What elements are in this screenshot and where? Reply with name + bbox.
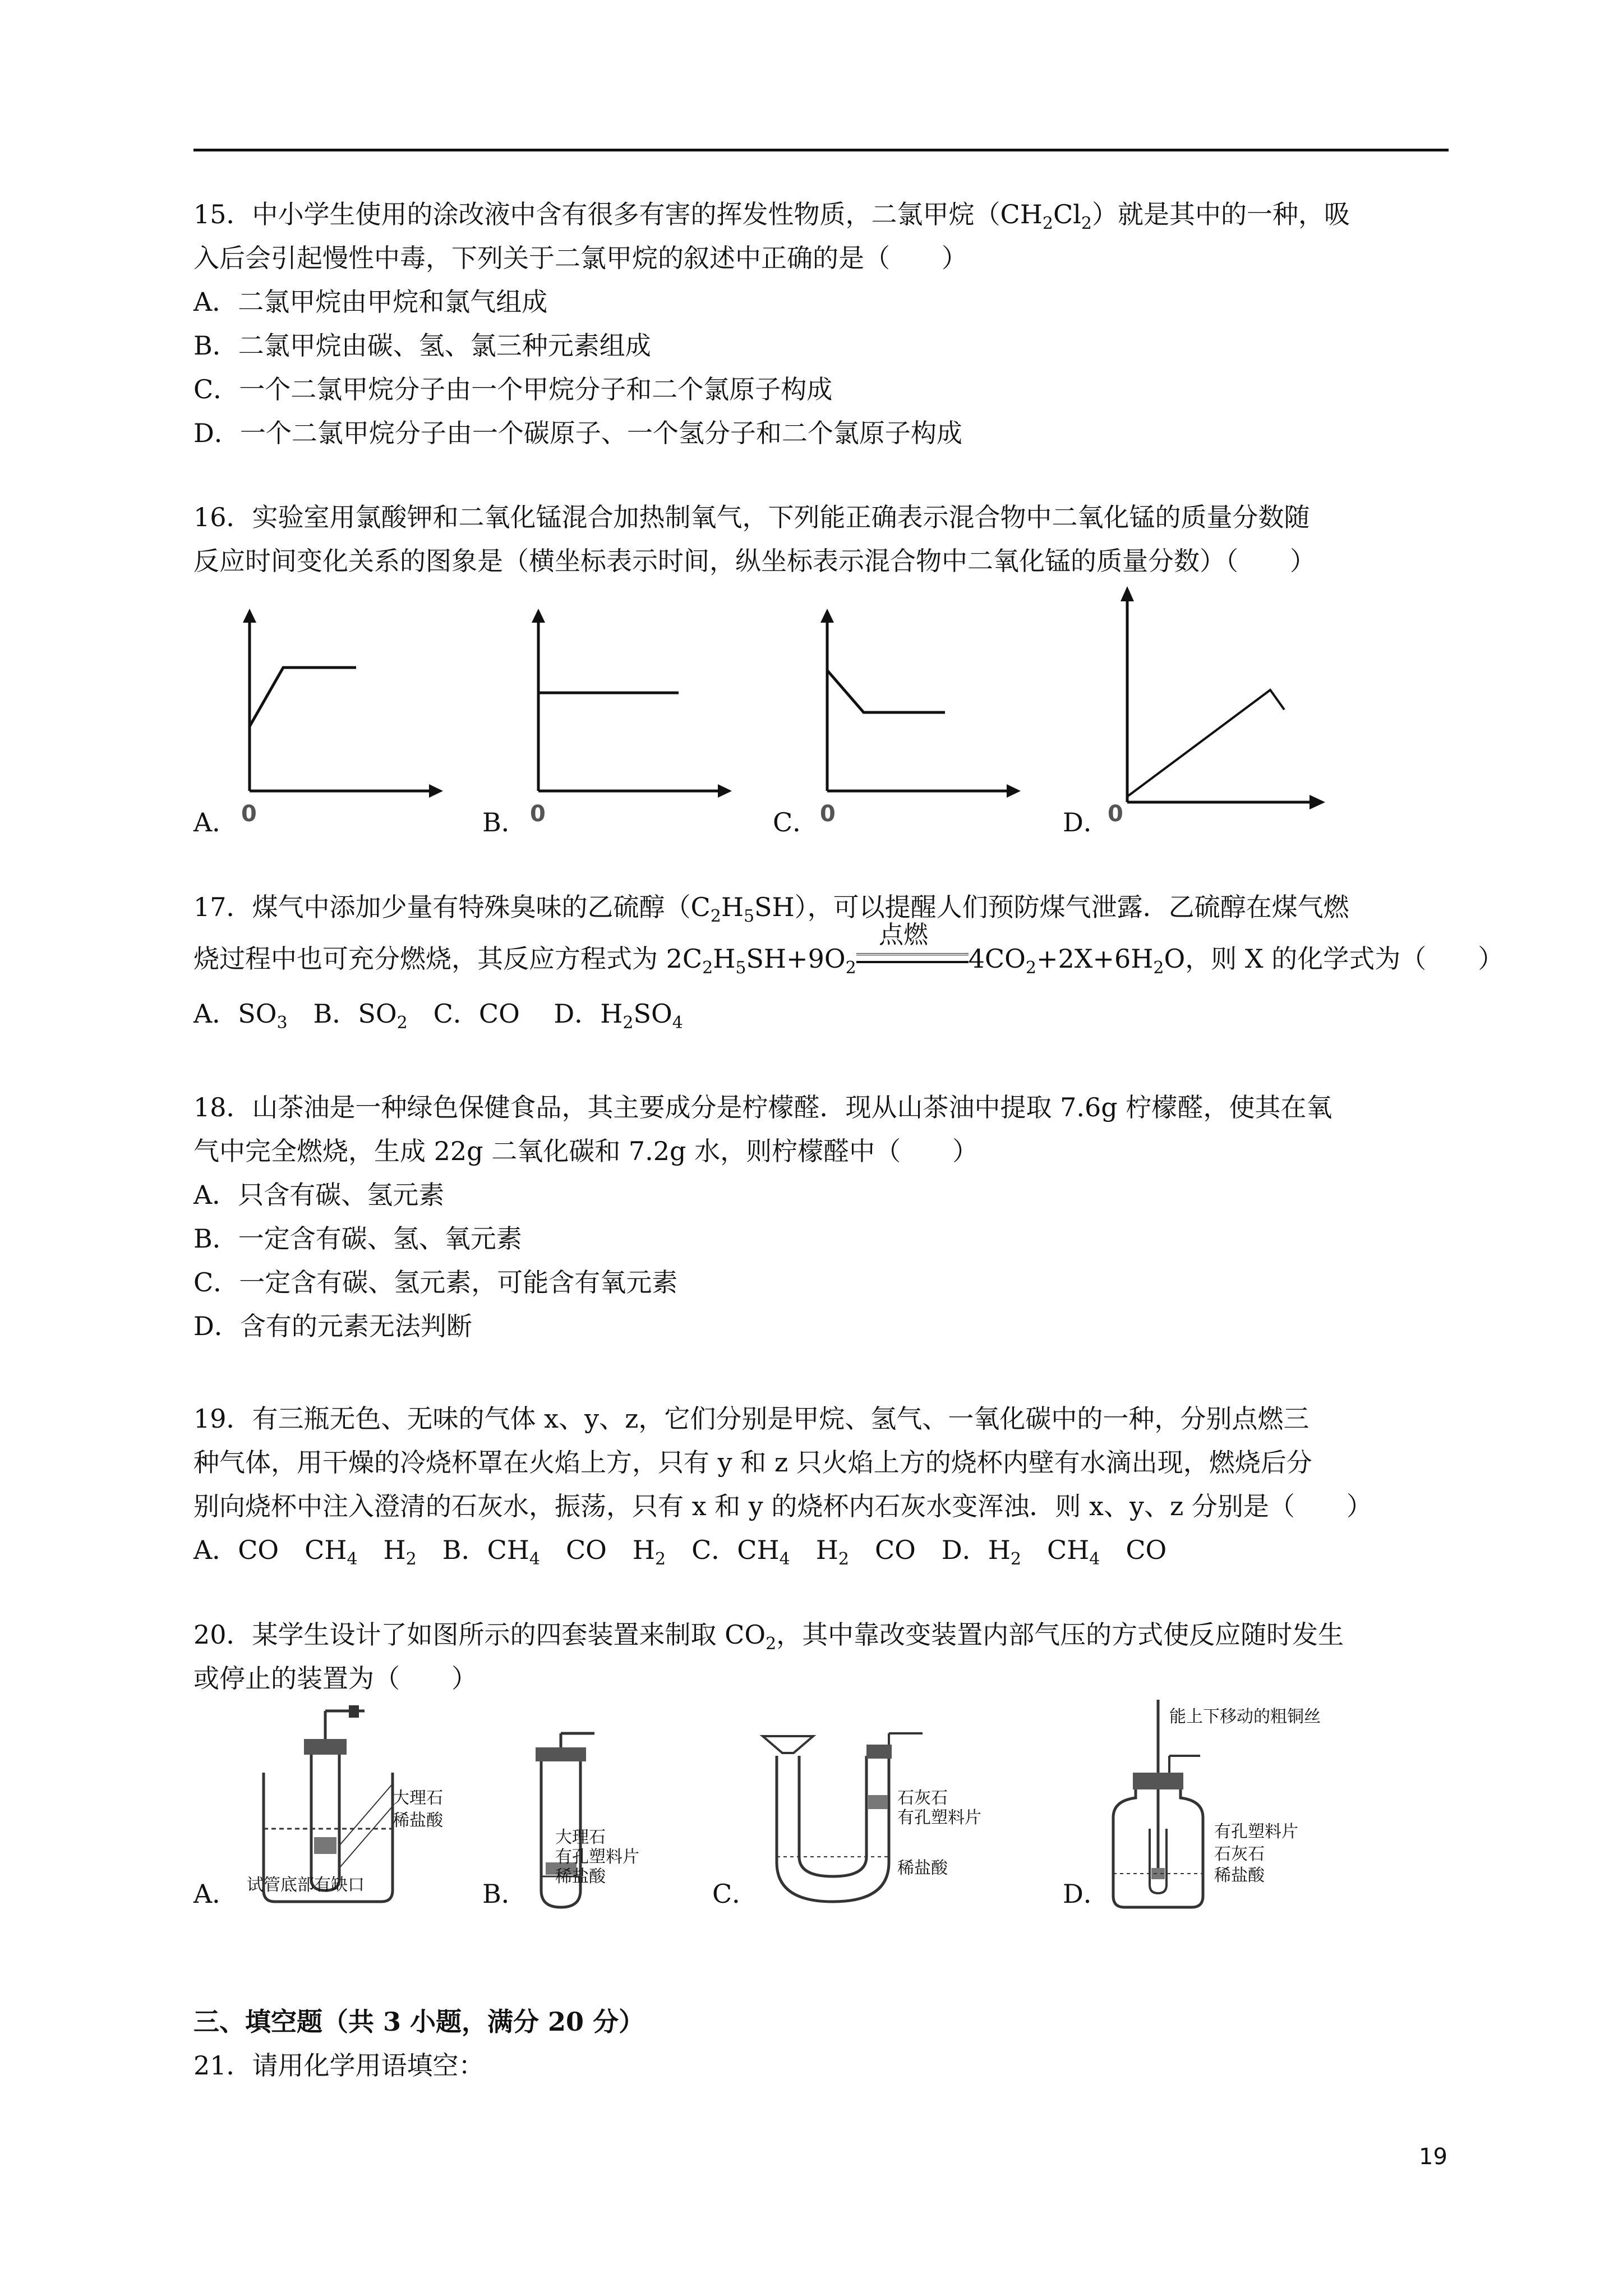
q19-line2: 种气体，用干燥的冷烧杯罩在火焰上方，只有 y 和 z 只火焰上方的烧杯内壁有水滴出现，燃烧后分: [193, 1447, 1312, 1478]
q20-d-annot-3: 稀盐酸: [1214, 1866, 1265, 1885]
q20-label-c: C．: [712, 1879, 758, 1909]
q16-label-b: B．: [482, 807, 527, 838]
q16-graph-c: [819, 606, 1026, 797]
q20-c-annot-3: 稀盐酸: [897, 1858, 948, 1878]
reaction-condition-arrow: [856, 950, 969, 972]
q15-line2: 入后会引起慢性中毒，下列关于二氯甲烷的叙述中正确的是（ ）: [193, 243, 967, 273]
q15-line1: 15．中小学生使用的涂改液中含有很多有害的挥发性物质，二氯甲烷$(CH_2Cl_2)$就是其中的一种，吸: [193, 199, 1350, 234]
q18-option-a: A．只含有碳、氢元素: [193, 1180, 445, 1210]
q20-b-annot-2: 有孔塑料片: [555, 1847, 639, 1867]
q20-label-a: A．: [193, 1879, 238, 1909]
q21-line1: 21．请用化学用语填空：: [193, 2050, 485, 2081]
q20-line2: 或停止的装置为（ ）: [193, 1663, 477, 1694]
q20-label-b: B．: [482, 1879, 527, 1909]
q20-b-annot-3: 稀盐酸: [555, 1867, 606, 1887]
header-rule: [193, 149, 1449, 151]
q15-option-b: B．二氯甲烷由碳、氢、氯三种元素组成: [193, 330, 651, 361]
q20-line1: 20．某学生设计了如图所示的四套装置来制取 $CO_2$，其中靠改变装置内部气压的方式使反应随时发生: [193, 1619, 1344, 1654]
q20-a-annot-2: 稀盐酸: [393, 1811, 443, 1830]
q20-d-annot-2: 石灰石: [1214, 1844, 1265, 1864]
reaction-condition-label: 点燃: [879, 921, 928, 949]
q20-c-annot-2: 有孔塑料片: [897, 1808, 981, 1828]
question-19: [193, 1397, 1450, 1572]
q19-line1: 19．有三瓶无色、无味的气体 x、y、z，它们分别是甲烷、氢气、一氧化碳中的一种，分别点燃三: [193, 1404, 1310, 1434]
q16-origin-b: 0: [530, 801, 546, 827]
q16-label-d: D．: [1063, 807, 1109, 838]
q16-origin-a: 0: [241, 801, 257, 827]
q19-line3: 别向烧杯中注入澄清的石灰水，振荡，只有 x 和 y 的烧杯内石灰水变浑浊．则 x、y、z 分别是（ ）: [193, 1491, 1372, 1521]
q15-option-a: A．二氯甲烷由甲烷和氯气组成: [193, 287, 548, 317]
q20-a-annot-3: 试管底部有缺口: [247, 1875, 365, 1895]
question-17: [193, 885, 1504, 1036]
q15-option-d: D．一个二氯甲烷分子由一个碳原子、一个氢分子和二个氯原子构成: [193, 418, 962, 448]
q16-label-a: A．: [193, 807, 238, 838]
q16-graph-a: [241, 606, 449, 797]
question-20: [193, 1613, 1450, 1700]
q20-d-annot-1: 有孔塑料片: [1214, 1822, 1298, 1842]
q19-options: A．CO $CH_4$ $H_2$ B．$CH_4$ CO $H_2$ C．$CH_4$ $H_2$ CO D．$H_2$ $CH_4$ CO: [193, 1535, 1167, 1570]
question-16: [193, 495, 1450, 583]
page-number: 19: [1419, 2144, 1447, 2170]
q20-label-d: D．: [1063, 1879, 1109, 1909]
q17-options: A．$SO_3$ B．$SO_2$ C．CO D．$H_2SO_4$: [193, 999, 683, 1033]
q18-option-b: B．一定含有碳、氢、氧元素: [193, 1223, 522, 1254]
q16-origin-d: 0: [1108, 801, 1123, 827]
q16-graph-d: [1119, 583, 1332, 808]
q16-line1: 16．实验室用氯酸钾和二氧化锰混合加热制氧气，下列能正确表示混合物中二氧化锰的质量分数随: [193, 502, 1310, 532]
question-21: [193, 2044, 1450, 2087]
question-18: [193, 1085, 1450, 1348]
q15-option-c: C．一个二氯甲烷分子由一个甲烷分子和二个氯原子构成: [193, 374, 833, 404]
q17-line1: 17．煤气中添加少量有特殊臭味的乙硫醇$(C_2H_5SH)$，可以提醒人们预防煤气泄露．乙硫醇在煤气燃: [193, 892, 1349, 927]
q17-line2: 烧过程中也可充分燃烧，其反应方程式为 $2C_2H_5SH+9O_2$ $4CO_2+2X+6H_2O$，则 X 的化学式为（ ）: [193, 944, 1504, 978]
q20-b-annot-1: 大理石: [555, 1828, 606, 1847]
section-3-title: 三、填空题（共 3 小题，满分 20 分）: [193, 2007, 645, 2037]
q18-option-c: C．一定含有碳、氢元素，可能含有氧元素: [193, 1267, 678, 1297]
q16-label-c: C．: [773, 807, 819, 838]
q20-c-annot-1: 石灰石: [897, 1788, 948, 1808]
q18-line2: 气中完全燃烧，生成 22g 二氧化碳和 7.2g 水，则柠檬醛中（ ）: [193, 1136, 979, 1166]
q18-line1: 18．山茶油是一种绿色保健食品，其主要成分是柠檬醛．现从山茶油中提取 7.6g 柠檬醛，使其在氧: [193, 1092, 1332, 1122]
q20-d-annot-0: 能上下移动的粗铜丝: [1169, 1707, 1321, 1727]
q18-option-d: D．含有的元素无法判断: [193, 1311, 472, 1341]
q16-origin-c: 0: [820, 801, 836, 827]
q16-graph-c-line: [827, 670, 945, 712]
q16-graph-d-line: [1127, 690, 1284, 797]
q16-graph-a-line: [250, 668, 356, 726]
q20-a-annot-1: 大理石: [393, 1788, 443, 1808]
q16-line2: 反应时间变化关系的图象是（横坐标表示时间，纵坐标表示混合物中二氧化锰的质量分数）（ ）: [193, 546, 1316, 576]
question-15: [193, 192, 1450, 455]
q16-graph-b: [530, 606, 737, 797]
